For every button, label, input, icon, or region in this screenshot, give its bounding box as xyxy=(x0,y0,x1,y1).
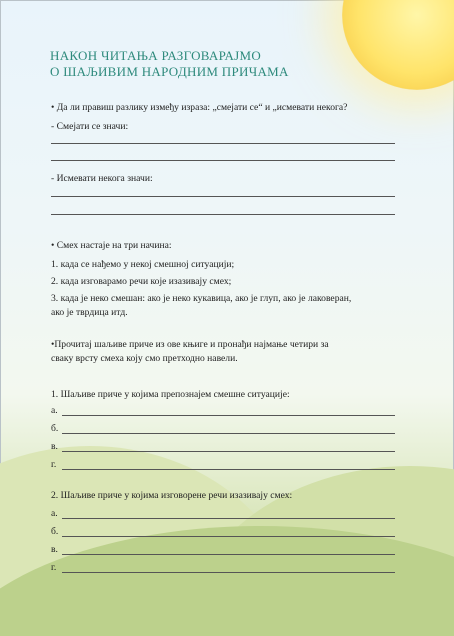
label-g: г. xyxy=(51,459,57,470)
answer-line[interactable] xyxy=(51,143,395,144)
answer-line[interactable] xyxy=(51,196,395,197)
laughter-item-3: 3. када је неко смешан: ако је неко кукавица, ако је глуп, ако је лаковеран, xyxy=(51,293,352,304)
task-line-1: •Прочитај шаљиве приче из ове књиге и пронађи најмање четири за xyxy=(51,339,329,350)
answer-line[interactable] xyxy=(62,554,395,555)
label-b: б. xyxy=(51,423,59,434)
laughter-item-1: 1. када се нађемо у некој смешној ситуацији; xyxy=(51,259,235,270)
section1-heading: 1. Шаљиве приче у којима препознајем смешне ситуације: xyxy=(51,389,290,400)
title-line-1: НАКОН ЧИТАЊА РАЗГОВАРАЈМО xyxy=(50,48,262,63)
answer-line[interactable] xyxy=(62,469,395,470)
answer-line[interactable] xyxy=(62,536,395,537)
answer-line[interactable] xyxy=(51,160,395,161)
prompt-laughing: - Смејати се значи: xyxy=(51,121,129,132)
label-a: а. xyxy=(51,508,58,519)
label-a: а. xyxy=(51,405,58,416)
page-title xyxy=(50,48,350,80)
title-line-2: О ШАЉИВИМ НАРОДНИМ ПРИЧАМА xyxy=(50,64,289,79)
label-v: в. xyxy=(51,544,58,555)
question-text: • Да ли правиш разлику између израза: „смејати се“ и „исмевати некога? xyxy=(51,102,348,113)
label-v: в. xyxy=(51,441,58,452)
task-line-2: сваку врсту смеха коју смо претходно навели. xyxy=(51,353,238,364)
laughter-item-2: 2. када изговарамо речи које изазивају смех; xyxy=(51,276,232,287)
answer-line[interactable] xyxy=(62,518,395,519)
laughter-item-3-cont: ако је тврдица итд. xyxy=(51,307,128,318)
answer-line[interactable] xyxy=(62,415,395,416)
label-g: г. xyxy=(51,562,57,573)
answer-line[interactable] xyxy=(62,451,395,452)
answer-line[interactable] xyxy=(62,572,395,573)
laughter-intro: • Смех настаје на три начина: xyxy=(51,240,172,251)
prompt-mocking: - Исмевати некога значи: xyxy=(51,173,153,184)
answer-line[interactable] xyxy=(51,214,395,215)
label-b: б. xyxy=(51,526,59,537)
section2-heading: 2. Шаљиве приче у којима изговорене речи изазивају смех: xyxy=(51,490,293,501)
answer-line[interactable] xyxy=(62,433,395,434)
